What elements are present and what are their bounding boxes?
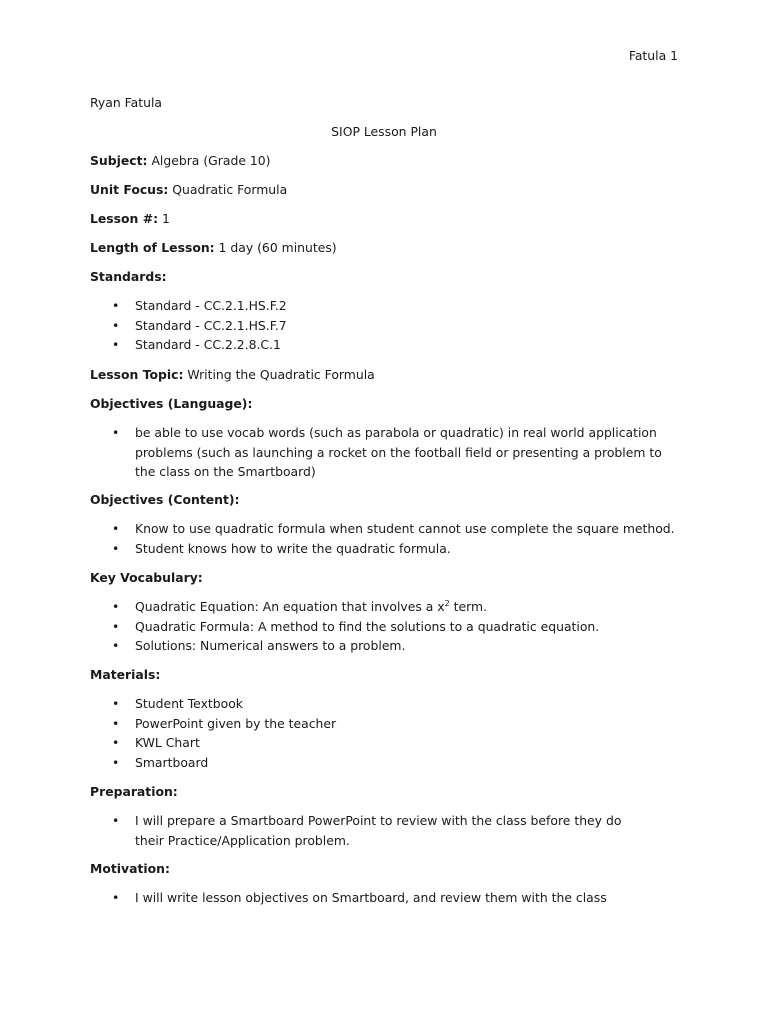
lesson-number-value: 1 <box>158 211 170 226</box>
lesson-number-line <box>90 209 170 229</box>
materials-heading: Materials: <box>90 667 161 682</box>
objectives-language-list <box>90 423 680 482</box>
list-item: • I will prepare a Smartboard PowerPoint to review with the class before they do their Practice/Application problem. <box>112 813 622 848</box>
standards-heading: Standards: <box>90 269 167 284</box>
list-item: • Standard - CC.2.1.HS.F.2 <box>90 296 690 316</box>
motivation-heading: Motivation: <box>90 861 170 876</box>
subject-line <box>90 151 271 171</box>
lesson-topic-value: Writing the Quadratic Formula <box>183 367 375 382</box>
materials-list <box>90 694 690 772</box>
bullet-icon: • <box>112 618 120 634</box>
list-item: • Know to use quadratic formula when student cannot use complete the square method. <box>90 519 690 539</box>
bullet-icon: • <box>112 754 120 770</box>
key-vocabulary-list <box>90 597 690 656</box>
bullet-icon: • <box>112 735 120 750</box>
length-value: 1 day (60 minutes) <box>214 240 337 255</box>
preparation-list <box>90 811 650 850</box>
list-item: • Smartboard <box>90 753 690 773</box>
bullet-icon: • <box>112 599 120 614</box>
objectives-language-heading: Objectives (Language): <box>90 396 253 411</box>
subject-label: Subject: <box>90 153 148 168</box>
document-title: SIOP Lesson Plan <box>331 124 437 139</box>
list-item: • be able to use vocab words (such as parabola or quadratic) in real world application problems (such as launching a rocket on the football field or presenting a problem to the class on the Smartboard) <box>112 425 662 479</box>
list-item: • Standard - CC.2.2.8.C.1 <box>90 335 690 355</box>
unit-focus-line <box>90 180 287 200</box>
list-item: • Solutions: Numerical answers to a problem. <box>90 636 690 656</box>
length-label: Length of Lesson: <box>90 240 215 255</box>
list-item: • PowerPoint given by the teacher <box>90 714 690 734</box>
length-line <box>90 238 337 258</box>
page-header: Fatula 1 <box>628 48 678 63</box>
key-vocabulary-heading: Key Vocabulary: <box>90 570 203 585</box>
bullet-icon: • <box>112 813 120 828</box>
list-item: • Quadratic Formula: A method to find the solutions to a quadratic equation. <box>90 617 690 637</box>
unit-focus-value: Quadratic Formula <box>168 182 288 197</box>
bullet-icon: • <box>112 425 120 440</box>
unit-focus-label: Unit Focus: <box>90 182 169 197</box>
objectives-content-list <box>90 519 690 558</box>
preparation-heading: Preparation: <box>90 784 178 799</box>
bullet-icon: • <box>112 540 120 556</box>
bullet-icon: • <box>112 317 120 333</box>
standards-list <box>90 296 690 355</box>
bullet-icon: • <box>112 337 120 352</box>
motivation-list <box>90 888 690 908</box>
lesson-number-label: Lesson #: <box>90 211 159 226</box>
list-item: • Standard - CC.2.1.HS.F.7 <box>90 316 690 336</box>
bullet-icon: • <box>112 696 120 711</box>
list-item: • Student Textbook <box>90 694 690 714</box>
bullet-icon: • <box>112 890 120 905</box>
author-name: Ryan Fatula <box>90 95 162 110</box>
objectives-content-heading: Objectives (Content): <box>90 492 240 507</box>
list-item: • Student knows how to write the quadratic formula. <box>90 539 690 559</box>
bullet-icon: • <box>112 521 120 536</box>
bullet-icon: • <box>112 638 120 653</box>
list-item: • I will write lesson objectives on Smartboard, and review them with the class <box>90 888 690 908</box>
subject-value: Algebra (Grade 10) <box>147 153 271 168</box>
bullet-icon: • <box>112 715 120 731</box>
bullet-icon: • <box>112 298 120 313</box>
lesson-topic-line <box>90 365 375 385</box>
list-item: • Quadratic Equation: An equation that involves a $x^2$ term. <box>90 597 690 617</box>
lesson-topic-label: Lesson Topic: <box>90 367 184 382</box>
list-item: • KWL Chart <box>90 733 690 753</box>
